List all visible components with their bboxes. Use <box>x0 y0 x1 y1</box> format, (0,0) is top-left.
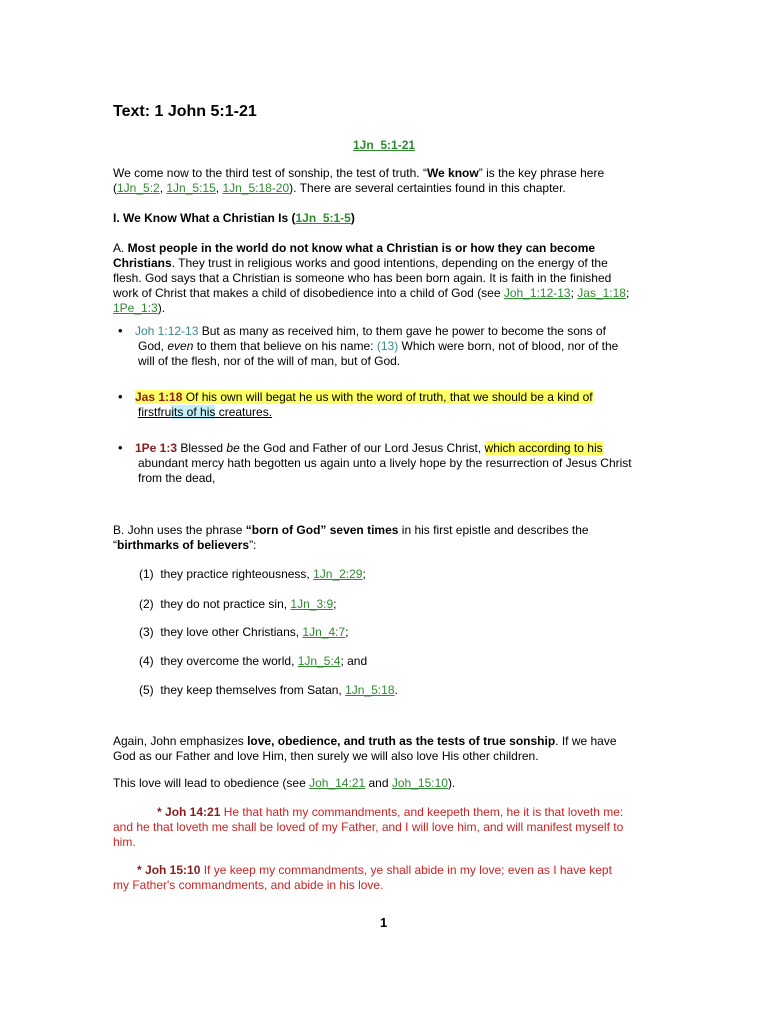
bullet-icon: • <box>118 440 123 455</box>
ref-link[interactable]: 1Jn_5:4 <box>297 654 341 668</box>
page-title: Text: 1 John 5:1-21 <box>113 103 257 120</box>
bullet-verse-joh-1-12: Joh 1:12-13 But as many as received him, to them gave he power to become the sons of God, even to them that believe on his name: (13) Which were born, not of blood, nor of the will of the flesh, nor of the will of man, but of God. <box>135 324 619 368</box>
page-number: 1 <box>380 915 388 930</box>
list-item: (5) they keep themselves from Satan, 1Jn_5:18. <box>139 683 398 697</box>
bullet-verse-jas-1-18: Jas 1:18 Of his own will begat he us with the word of truth, that we should be a kind of firstfruits of his creatures. <box>135 390 593 419</box>
ref-link[interactable]: 1Jn_5:2 <box>117 181 160 195</box>
ref-link[interactable]: 1Jn_2:29 <box>313 567 363 581</box>
list-item: (4) they overcome the world, 1Jn_5:4; and <box>139 654 368 668</box>
love-paragraph: This love will lead to obedience (see Joh_14:21 and Joh_15:10). <box>113 776 456 790</box>
ref-link[interactable]: 1Jn_5:18 <box>345 683 395 697</box>
ref-link[interactable]: 1Jn_5:15 <box>166 181 216 195</box>
paragraph-a: A. Most people in the world do not know what a Christian is or how they can become Christians. They trust in religious works and good intentions, depending on the energy of the flesh. God says that a Christian is someone who has been born again. It is faith in the finished work of Christ that makes a child of disobedience into a child of God (see Joh_1:12-13; Jas_1:18; 1Pe_1:3). <box>113 241 630 315</box>
bullet-icon: • <box>118 389 123 404</box>
list-item: (3) they love other Christians, 1Jn_4:7; <box>139 625 349 639</box>
ref-link[interactable]: 1Pe_1:3 <box>113 301 158 315</box>
ref-link[interactable]: 1Jn_3:9 <box>290 597 334 611</box>
quote-joh-14-21: * Joh 14:21 He that hath my commandments, and keepeth them, he it is that loveth me: and he that loveth me shall be loved of my Father, and I will love him, and will manifest myself to him. <box>113 805 624 849</box>
ref-link[interactable]: Joh_14:21 <box>309 776 366 790</box>
again-paragraph: Again, John emphasizes love, obedience, and truth as the tests of true sonship. If we have God as our Father and love Him, then surely we will also love His other children. <box>113 734 617 763</box>
ref-link[interactable]: Jas_1:18 <box>577 286 626 300</box>
paragraph-b: B. John uses the phrase “born of God” seven times in his first epistle and describes the “birthmarks of believers”: <box>113 523 589 552</box>
intro-paragraph: We come now to the third test of sonship, the test of truth. “We know” is the key phrase here (1Jn_5:2, 1Jn_5:15, 1Jn_5:18-20). There are several certainties found in this chapter. <box>113 166 605 195</box>
ref-link[interactable]: 1Jn_4:7 <box>302 625 346 639</box>
section-heading: I. We Know What a Christian Is (1Jn_5:1-5) <box>113 211 355 225</box>
bullet-icon: • <box>118 323 123 338</box>
ref-link[interactable]: Joh_15:10 <box>391 776 448 790</box>
list-item: (2) they do not practice sin, 1Jn_3:9; <box>139 597 337 611</box>
ref-link[interactable]: Joh_1:12-13 <box>503 286 571 300</box>
ref-link[interactable]: 1Jn_5:18-20 <box>222 181 290 195</box>
heading-reference-link[interactable]: 1Jn_5:1-21 <box>353 138 416 152</box>
bullet-verse-1pe-1-3: 1Pe 1:3 Blessed be the God and Father of our Lord Jesus Christ, which according to his abundant mercy hath begotten us again unto a lively hope by the resurrection of Jesus Christ from the dead, <box>135 441 632 485</box>
quote-joh-15-10: * Joh 15:10 If ye keep my commandments, ye shall abide in my love; even as I have kept my Father's commandments, and abide in his love. <box>113 863 612 892</box>
ref-link[interactable]: 1Jn_5:1-5 <box>295 211 351 225</box>
list-item: (1) they practice righteousness, 1Jn_2:29; <box>139 567 366 581</box>
